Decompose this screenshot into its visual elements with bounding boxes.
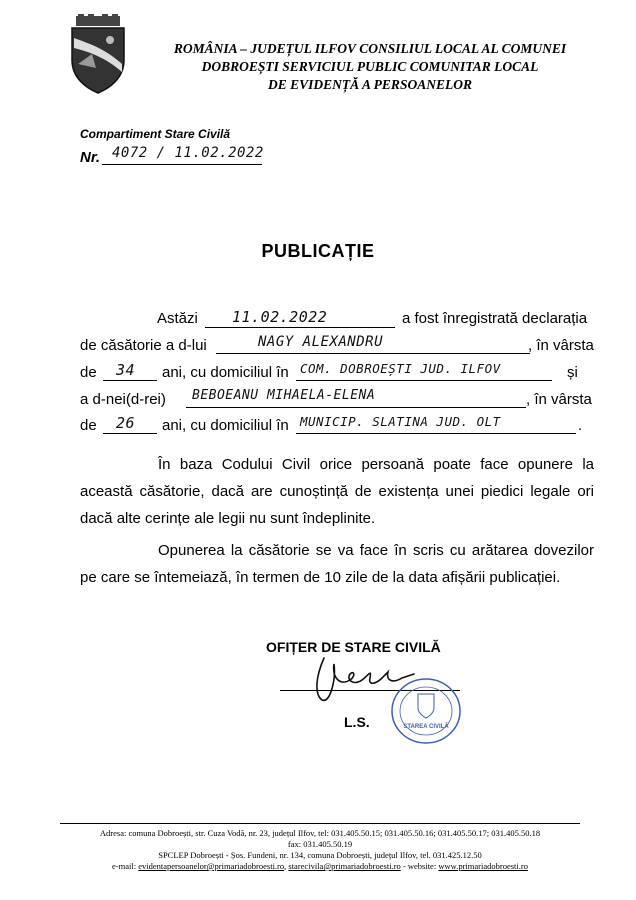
institution-header <box>150 40 590 94</box>
groom-age-underline <box>103 380 157 381</box>
registration-number: 4072 / 11.02.2022 <box>112 145 264 161</box>
domicile-label-2: ani, cu domiciliul în <box>162 417 289 434</box>
opposition-paragraph: În baza Codului Civil orice persoană poate face opunere la această căsătorie, dacă are cunoștință de existența unei piedici legale ori dacă alte cerințe ale legii nu sunt îndeplinite. <box>80 456 594 527</box>
bride-domicile: MUNICIP. SLATINA JUD. OLT <box>300 414 501 429</box>
de-label-1: de <box>80 364 97 381</box>
header-line-3: DE EVIDENȚĂ A PERSOANELOR <box>268 77 472 92</box>
stamp-label: STAREA CIVILĂ <box>403 724 449 730</box>
website-label: - website: <box>402 861 437 871</box>
age-label-2: , în vârsta <box>526 391 592 408</box>
website-link[interactable]: www.primariadobroesti.ro <box>438 861 528 871</box>
de-label-2: de <box>80 417 97 434</box>
email-label: e-mail: <box>112 861 137 871</box>
registered-text: a fost înregistrată declarația <box>402 310 588 327</box>
footer-spclep: SPCLEP Dobroești - Șos. Fundeni, nr. 134, comuna Dobroești, județul Ilfov, tel. 031.425.12.50 <box>158 850 482 860</box>
age-label-1: , în vârsta <box>528 337 594 354</box>
astazi-label: Astăzi <box>157 310 198 327</box>
groom-age: 34 <box>116 361 136 379</box>
groom-name-underline <box>216 353 530 354</box>
registration-label: Nr. <box>80 149 101 166</box>
domicile-label-1: ani, cu domiciliul în <box>162 364 289 381</box>
groom-domicile-underline <box>296 380 552 381</box>
bride-domicile-underline <box>296 433 576 434</box>
document-title: PUBLICAȚIE <box>261 241 375 261</box>
bride-name: BEBOEANU MIHAELA-ELENA <box>192 388 376 403</box>
period: . <box>578 417 583 434</box>
email-link-starecivila[interactable]: starecivila@primariadobroesti.ro <box>288 861 401 871</box>
footer-address: Adresa: comuna Dobroești, str. Cuza Vodă, nr. 23, județul Ilfov, tel: 031.405.50.15; 031.405.50.16; 031.405.50.17; 031.405.50.18 <box>99 828 541 838</box>
email-link-evidenta[interactable]: evidentapersoanelor@primariadobroesti.ro <box>138 861 285 871</box>
registration-underline <box>102 164 262 165</box>
footer-fax: fax: 031.405.50.19 <box>287 839 353 849</box>
declaration-date: 11.02.2022 <box>232 308 328 326</box>
groom-domicile: COM. DOBROEȘTI JUD. ILFOV <box>300 361 501 376</box>
officer-title: OFIȚER DE STARE CIVILĂ <box>266 639 441 655</box>
groom-name: NAGY ALEXANDRU <box>258 334 384 350</box>
bride-age: 26 <box>116 414 136 432</box>
coat-of-arms-icon <box>66 14 130 94</box>
footer <box>60 828 580 872</box>
email-separator: , <box>284 861 287 871</box>
si-label: și <box>567 364 578 381</box>
header-line-2: DOBROEȘTI SERVICIUL PUBLIC COMUNITAR LOCAL <box>201 59 539 74</box>
date-underline <box>205 327 395 328</box>
bride-age-underline <box>103 433 157 434</box>
header-line-1: ROMÂNIA – JUDEȚUL ILFOV CONSILIUL LOCAL AL COMUNEI <box>173 41 567 56</box>
procedure-paragraph: Opunerea la căsătorie se va face în scris cu arătarea dovezilor pe care se întemeiază, în termen de 10 zile de la data afișării publicației. <box>80 542 594 586</box>
footer-contacts <box>60 861 580 872</box>
official-stamp <box>388 676 464 746</box>
seal-placeholder-ls: L.S. <box>344 714 370 730</box>
bride-name-underline <box>186 407 526 408</box>
footer-rule <box>60 823 580 824</box>
department-label: Compartiment Stare Civilă <box>80 127 231 141</box>
marriage-text: de căsătorie a d-lui <box>80 337 207 354</box>
bride-label: a d-nei(d-rei) <box>80 391 166 408</box>
